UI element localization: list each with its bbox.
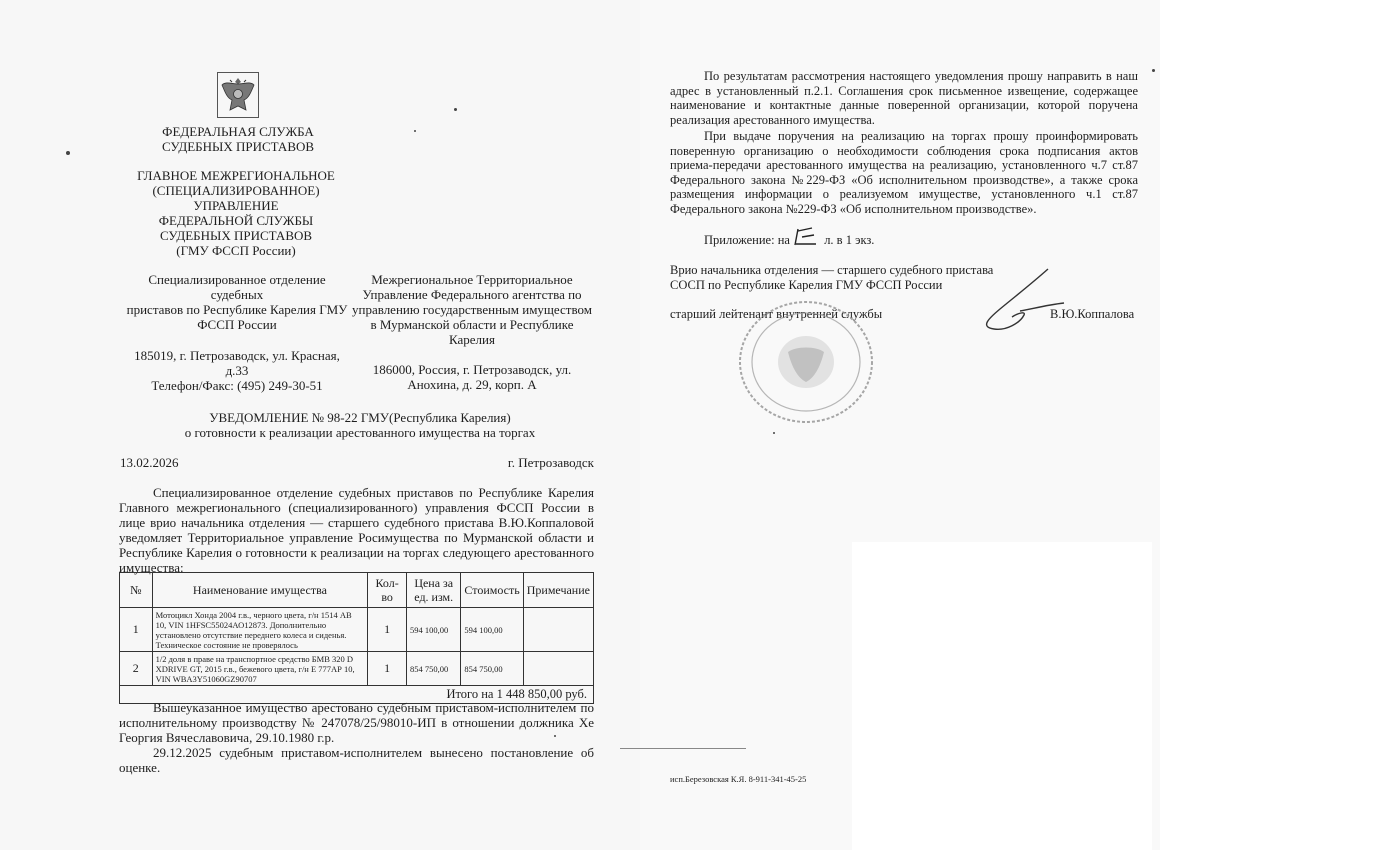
table-row xyxy=(120,652,594,686)
scan-speck xyxy=(66,151,70,155)
col-note: Примечание xyxy=(523,573,593,608)
row-price: 594 100,00 xyxy=(407,608,461,652)
scan-speck xyxy=(554,735,556,737)
row-name: 1/2 доля в праве на транспортное средство БМВ 320 D XDRIVE GT, 2015 г.в., бежевого цвета, г/н Е 777АР 10, VIN WBA3Y51060GZ90707 xyxy=(152,652,368,686)
row-note xyxy=(523,608,593,652)
arrest-paragraph: Вышеуказанное имущество арестовано судебным приставом-исполнителем по исполнительному производству № 247078/25/98010-ИП в отношении должника Хе Георгия Вячеславовича, 29.10.1980 г.р. xyxy=(119,700,594,745)
table-row xyxy=(120,608,594,652)
scan-speck xyxy=(773,432,775,434)
col-cost: Стоимость xyxy=(461,573,523,608)
row-cost: 594 100,00 xyxy=(461,608,523,652)
recipient-block: Межрегиональное Территориальное Управление Федерального агентства по управлению государственным имуществом в Мурманской области и Республике Карелия xyxy=(352,272,592,347)
attachment-suffix: л. в 1 экз. xyxy=(824,233,875,247)
property-table xyxy=(119,572,594,704)
scan-speck xyxy=(454,108,457,111)
instruction-paragraph: При выдаче поручения на реализацию на торгах прошу проинформировать поверенную организацию о необходимости соблюдения срока подписания актов приема-передачи арестованного имущества на реализацию, установленного ч.7 ст.87 Федерального закона №229-ФЗ «Об исполнительном производстве», а также срока размещения информации о реализуемом имуществе, установленного ч.1 ст.87 Федерального закона №229-ФЗ «Об исполнительном производстве». xyxy=(670,129,1138,216)
signatory-rank: старший лейтенант внутренней службы xyxy=(670,307,883,321)
agency-name: ФЕДЕРАЛЬНАЯ СЛУЖБА СУДЕБНЫХ ПРИСТАВОВ xyxy=(161,124,315,154)
signatory-name: В.Ю.Коппалова xyxy=(1050,307,1135,321)
separator-line xyxy=(620,748,746,749)
row-qty: 1 xyxy=(368,652,407,686)
sender-block: Специализированное отделение судебных приставов по Республике Карелия ГМУ ФССП России xyxy=(126,272,348,332)
sender-address: 185019, г. Петрозаводск, ул. Красная, д.33 Телефон/Факс: (495) 249-30-51 xyxy=(134,348,340,393)
row-cost: 854 750,00 xyxy=(461,652,523,686)
col-name: Наименование имущества xyxy=(152,573,368,608)
row-note xyxy=(523,652,593,686)
official-stamp-icon xyxy=(736,298,876,426)
col-price: Цена за ед. изм. xyxy=(407,573,461,608)
recipient-address: 186000, Россия, г. Петрозаводск, ул. Анохина, д. 29, корп. А xyxy=(372,362,572,392)
col-number: № xyxy=(120,573,153,608)
row-number: 2 xyxy=(120,652,153,686)
notice-subtitle: о готовности к реализации арестованного имущества на торгах xyxy=(184,425,536,440)
request-paragraph: По результатам рассмотрения настоящего уведомления прошу направить в наш адрес в установленный п.2.1. Соглашения срок письменное извещение, содержащее наименование и контактные данные поверенной организации, которой поручена реализация арестованного имущества. xyxy=(670,69,1138,127)
document-city: г. Петрозаводск xyxy=(507,455,594,470)
notice-title: УВЕДОМЛЕНИЕ № 98-22 ГМУ(Республика Карелия) xyxy=(209,410,511,425)
document-date: 13.02.2026 xyxy=(120,455,179,470)
blank-paper-patch xyxy=(852,542,1152,850)
row-qty: 1 xyxy=(368,608,407,652)
valuation-paragraph: 29.12.2025 судебным приставом-исполнителем вынесено постановление об оценке. xyxy=(119,745,594,775)
signatory-title: Врио начальника отделения — старшего судебного пристава СОСП по Республике Карелия ГМУ ФССП России xyxy=(670,263,994,292)
row-name: Мотоцикл Хонда 2004 г.в., черного цвета, г/н 1514 АВ 10, VIN 1HFSC55024АО12873. Дополнительно установлено отсутствие переднего колеса и сиденья. Техническое состояние не проверялось xyxy=(152,608,368,652)
intro-paragraph: Специализированное отделение судебных приставов по Республике Карелия Главного межрегионального (специализированного) управления ФССП России в лице врио начальника отделения — старшего судебного пристава В.Ю.Коппаловой уведомляет Территориальное управление Росимущества по Мурманской области и Республике Карелия о готовности к реализации на торгах следующего арестованного имущества: xyxy=(119,485,594,575)
attachment-line xyxy=(704,233,874,248)
row-number: 1 xyxy=(120,608,153,652)
table-total: Итого на 1 448 850,00 руб. xyxy=(120,686,594,704)
col-qty: Кол-во xyxy=(368,573,407,608)
handwritten-sheet-count xyxy=(792,225,818,247)
department-name: ГЛАВНОЕ МЕЖРЕГИОНАЛЬНОЕ (СПЕЦИАЛИЗИРОВАННОЕ) УПРАВЛЕНИЕ ФЕДЕРАЛЬНОЙ СЛУЖБЫ СУДЕБНЫХ ПРИСТАВОВ (ГМУ ФССП России) xyxy=(137,168,335,258)
attachment-prefix: Приложение: на xyxy=(704,233,790,247)
coat-of-arms-emblem xyxy=(217,72,259,118)
scan-speck xyxy=(1152,69,1155,72)
signature-icon xyxy=(960,265,1070,337)
scan-speck xyxy=(414,130,416,132)
row-price: 854 750,00 xyxy=(407,652,461,686)
executor-info: исп.Березовская К.Я. 8-911-341-45-25 xyxy=(670,774,807,784)
